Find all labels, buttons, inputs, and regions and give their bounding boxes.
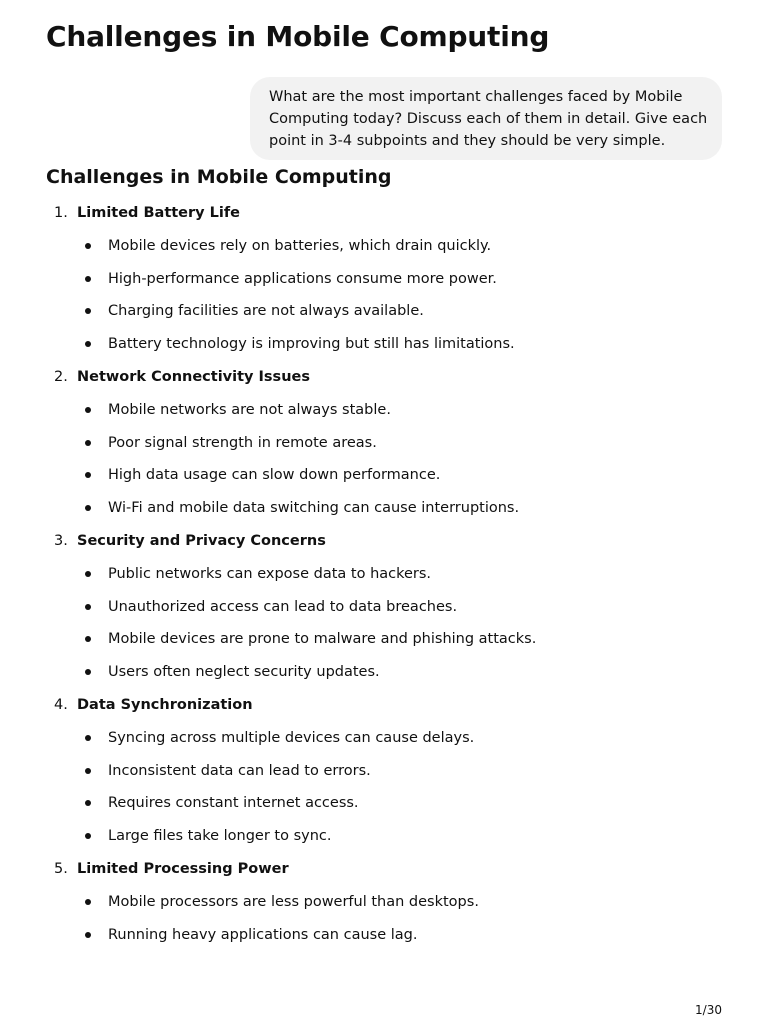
point-list (0, 888, 768, 954)
point-text: Battery technology is improving but still has limitations. (108, 336, 515, 353)
bullet-icon (85, 604, 91, 610)
challenge-header (0, 363, 768, 396)
list-item (0, 658, 768, 691)
challenge-number: 5. (54, 860, 68, 877)
point-text: Requires constant internet access. (108, 795, 359, 812)
list-item (0, 429, 768, 462)
bullet-icon (85, 735, 91, 741)
list-item (0, 232, 768, 265)
list-item (0, 593, 768, 626)
list-item (0, 560, 768, 593)
list-item (0, 757, 768, 790)
page-title: Challenges in Mobile Computing (46, 20, 550, 53)
page-number: 1/30 (695, 1003, 722, 1017)
point-text: Public networks can expose data to hackers. (108, 565, 432, 582)
point-text: Poor signal strength in remote areas. (108, 434, 377, 451)
challenge-item (0, 855, 768, 953)
point-list (0, 560, 768, 691)
bullet-icon (85, 472, 91, 478)
challenge-number: 4. (54, 696, 68, 713)
bullet-icon (85, 768, 91, 774)
bullet-icon (85, 276, 91, 282)
challenge-title: Limited Processing Power (77, 860, 289, 877)
list-item (0, 265, 768, 298)
point-text: Syncing across multiple devices can cause delays. (108, 729, 475, 746)
point-text: Mobile networks are not always stable. (108, 401, 391, 418)
point-text: Mobile processors are less powerful than desktops. (108, 893, 479, 910)
answer-heading: Challenges in Mobile Computing (46, 166, 392, 188)
bullet-icon (85, 505, 91, 511)
list-item (0, 461, 768, 494)
list-item (0, 822, 768, 855)
point-list (0, 232, 768, 363)
point-text: Large files take longer to sync. (108, 828, 332, 845)
bullet-icon (85, 932, 91, 938)
bullet-icon (85, 669, 91, 675)
user-message-bubble: What are the most important challenges faced by Mobile Computing today? Discuss each of them in detail. Give each point in 3-4 subpoints and they should be very simple. (250, 77, 722, 160)
challenge-header (0, 199, 768, 232)
list-item (0, 724, 768, 757)
challenge-item (0, 527, 768, 691)
list-item (0, 330, 768, 363)
challenge-title: Security and Privacy Concerns (77, 532, 326, 549)
challenge-item (0, 363, 768, 527)
challenge-header (0, 527, 768, 560)
point-text: High-performance applications consume more power. (108, 270, 497, 287)
challenge-number: 3. (54, 532, 68, 549)
list-item (0, 297, 768, 330)
challenge-number: 2. (54, 368, 68, 385)
point-text: Mobile devices rely on batteries, which drain quickly. (108, 237, 492, 254)
list-item (0, 396, 768, 429)
point-text: Unauthorized access can lead to data breaches. (108, 598, 458, 615)
bullet-icon (85, 341, 91, 347)
point-list (0, 724, 768, 855)
bullet-icon (85, 833, 91, 839)
bullet-icon (85, 308, 91, 314)
point-text: Running heavy applications can cause lag. (108, 926, 418, 943)
challenge-header (0, 691, 768, 724)
list-item (0, 789, 768, 822)
challenge-title: Network Connectivity Issues (77, 368, 310, 385)
bullet-icon (85, 800, 91, 806)
bullet-icon (85, 243, 91, 249)
challenge-item (0, 199, 768, 363)
bullet-icon (85, 440, 91, 446)
point-text: Inconsistent data can lead to errors. (108, 762, 371, 779)
point-text: Mobile devices are prone to malware and phishing attacks. (108, 631, 537, 648)
bullet-icon (85, 636, 91, 642)
bullet-icon (85, 899, 91, 905)
point-text: Charging facilities are not always available. (108, 303, 424, 320)
challenge-header (0, 855, 768, 888)
bullet-icon (85, 407, 91, 413)
bullet-icon (85, 571, 91, 577)
point-text: Users often neglect security updates. (108, 664, 380, 681)
point-list (0, 396, 768, 527)
list-item (0, 921, 768, 954)
challenge-title: Data Synchronization (77, 696, 253, 713)
list-item (0, 888, 768, 921)
challenge-title: Limited Battery Life (77, 205, 241, 221)
list-item (0, 494, 768, 527)
challenge-list (0, 199, 768, 953)
challenge-number: 1. (54, 205, 68, 221)
point-text: High data usage can slow down performance. (108, 467, 441, 484)
list-item (0, 625, 768, 658)
challenge-item (0, 691, 768, 855)
point-text: Wi-Fi and mobile data switching can cause interruptions. (108, 500, 520, 517)
